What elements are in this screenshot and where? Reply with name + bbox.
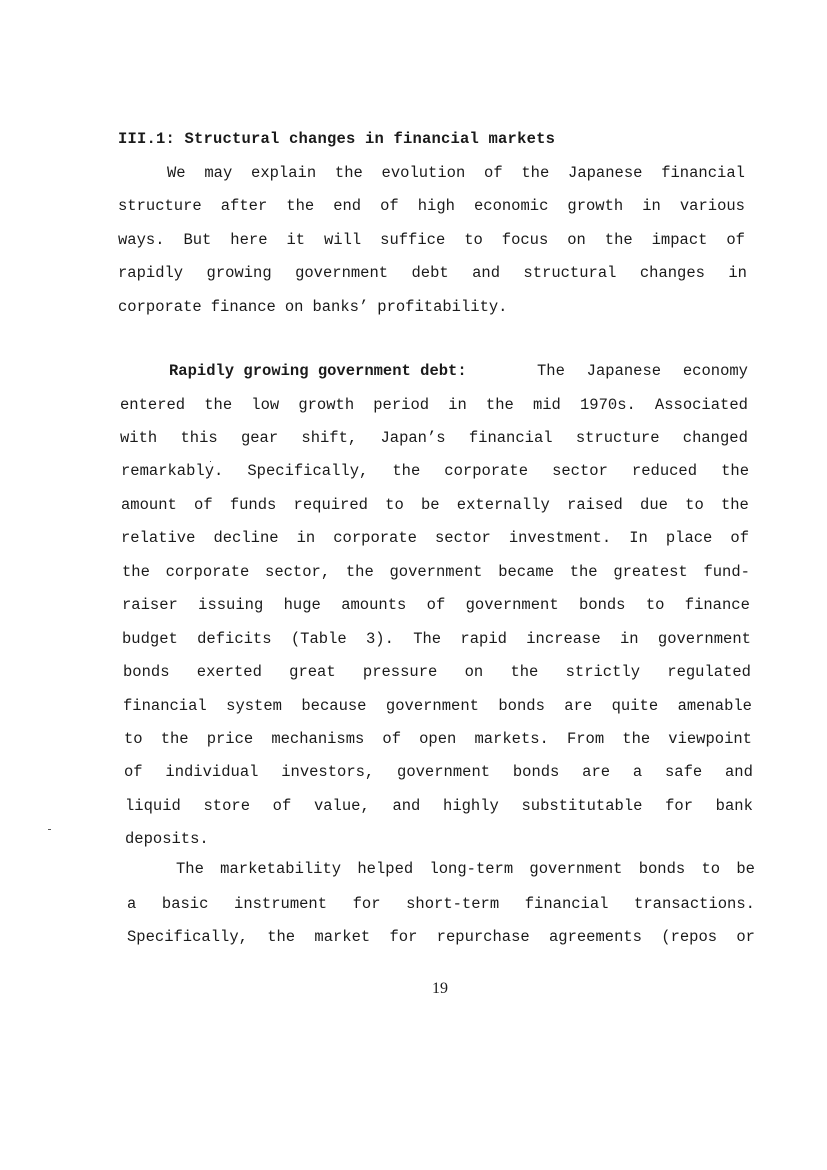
word: ways. <box>118 231 165 249</box>
word: the <box>286 197 315 215</box>
paragraph-line <box>176 860 755 878</box>
word: structure <box>118 197 202 215</box>
word: and <box>724 763 753 781</box>
word: of <box>726 231 745 249</box>
word: Specifically, <box>247 462 369 480</box>
word: and <box>392 797 421 815</box>
word: entered <box>120 396 186 414</box>
word: economy <box>682 362 748 380</box>
word: impact <box>651 231 708 249</box>
paragraph-line <box>120 429 748 447</box>
word: it <box>286 231 306 249</box>
word: of <box>484 164 503 182</box>
word: corporate <box>444 462 529 480</box>
word: huge <box>283 596 321 614</box>
word: pressure <box>362 663 438 681</box>
word: open <box>419 730 457 748</box>
word: liquid <box>125 797 181 815</box>
word: government <box>385 697 479 715</box>
word: mid <box>532 396 561 414</box>
word: Associated <box>654 396 748 414</box>
word: funds <box>229 496 277 514</box>
word: quite <box>611 697 659 715</box>
word: government <box>295 264 389 282</box>
word: corporate <box>118 298 202 316</box>
word: high <box>417 197 455 215</box>
word: relative <box>121 529 196 547</box>
word: markets. <box>474 730 549 748</box>
word: price <box>206 730 254 748</box>
word: the <box>721 462 749 480</box>
word: government <box>465 596 559 614</box>
word: of <box>194 496 213 514</box>
word: for <box>389 928 418 946</box>
word: The <box>176 860 204 878</box>
word: became <box>498 563 554 581</box>
word: on <box>567 231 586 249</box>
word: the <box>604 231 633 249</box>
section-heading: III.1: Structural changes in financial markets <box>118 130 556 148</box>
word: bonds <box>638 860 686 878</box>
word: issuing <box>198 596 264 614</box>
word: of <box>730 529 749 547</box>
word: focus <box>501 231 549 249</box>
word: helped <box>357 860 414 878</box>
paragraph-line <box>118 231 745 249</box>
word: Japanese <box>586 362 662 380</box>
word: after <box>220 197 268 215</box>
word: the <box>622 730 651 748</box>
word: on <box>464 663 484 681</box>
word: to <box>685 496 704 514</box>
scan-speck <box>48 829 51 830</box>
word: long-term <box>429 860 514 878</box>
word: bonds <box>578 596 626 614</box>
word: The <box>537 362 565 380</box>
word: transactions. <box>634 895 755 913</box>
word: From <box>566 730 605 748</box>
word: of <box>272 797 292 815</box>
word: 1970s. <box>579 396 636 414</box>
word: instrument <box>234 895 328 913</box>
word: substitutable <box>521 797 643 815</box>
word: in <box>296 529 316 547</box>
paragraph-line <box>121 529 749 547</box>
word: regulated <box>667 663 751 681</box>
word: (repos <box>661 928 718 946</box>
word: the <box>521 164 550 182</box>
word: in <box>728 264 747 282</box>
word: to <box>385 496 404 514</box>
word: may <box>204 164 233 182</box>
paragraph-line <box>121 496 749 514</box>
word: corporate <box>333 529 417 547</box>
word: for <box>665 797 693 815</box>
word: reduced <box>631 462 698 480</box>
word: store <box>203 797 250 815</box>
word: the <box>122 563 150 581</box>
word: changes <box>639 264 705 282</box>
word: amounts <box>341 596 407 614</box>
paragraph-line <box>118 197 745 215</box>
word: are <box>564 697 593 715</box>
word: period <box>373 396 430 414</box>
word: structural <box>523 264 617 282</box>
word: repurchase <box>436 928 530 946</box>
word: Japanese <box>568 164 643 182</box>
word: bonds <box>498 697 545 715</box>
word: individual <box>165 763 259 781</box>
paragraph-line <box>167 164 745 182</box>
word: short-term <box>406 895 500 913</box>
word: mechanisms <box>271 730 365 748</box>
word: a <box>127 895 137 913</box>
paragraph-line <box>122 596 750 614</box>
word: changed <box>682 429 748 447</box>
word: low <box>251 396 280 414</box>
paragraph-line <box>125 830 218 848</box>
word: growing <box>206 264 272 282</box>
word: In <box>629 529 648 547</box>
word: financial <box>524 895 609 913</box>
word: amount <box>121 496 177 514</box>
word: the <box>720 496 749 514</box>
word: investment. <box>508 529 612 547</box>
word: to <box>701 860 721 878</box>
paragraph-line <box>124 730 752 748</box>
word: finance <box>210 298 276 316</box>
word: growth <box>567 197 624 215</box>
word: We <box>167 164 186 182</box>
word: rapid <box>460 630 507 648</box>
word: government <box>657 630 751 648</box>
word: agreements <box>548 928 642 946</box>
page-number: 19 <box>432 980 448 997</box>
word: strictly <box>565 663 641 681</box>
word: market <box>314 928 371 946</box>
word: bonds <box>512 763 560 781</box>
word: government <box>389 563 483 581</box>
word: amenable <box>677 697 752 715</box>
paragraph-line <box>118 298 517 316</box>
word: Specifically, <box>127 928 248 946</box>
word: externally <box>456 496 550 514</box>
word: will <box>324 231 362 249</box>
word: The <box>413 630 442 648</box>
word: corporate <box>165 563 250 581</box>
word: are <box>582 763 611 781</box>
word: evolution <box>381 164 466 182</box>
word: system <box>226 697 282 715</box>
word: and <box>472 264 501 282</box>
word: financial <box>468 429 553 447</box>
word: with <box>120 429 158 447</box>
word: the <box>160 730 189 748</box>
paragraph-line <box>127 928 755 946</box>
word: here <box>230 231 268 249</box>
word: be <box>736 860 755 878</box>
word: in <box>448 396 467 414</box>
paragraph-line <box>123 663 751 681</box>
word: the <box>334 164 363 182</box>
word: bank <box>715 797 753 815</box>
word: great <box>289 663 336 681</box>
word: profitability. <box>377 298 508 316</box>
word: the <box>345 563 374 581</box>
word: government <box>529 860 623 878</box>
word: financial <box>123 697 207 715</box>
word: on <box>284 298 304 316</box>
word: the <box>510 663 539 681</box>
word: this <box>180 429 218 447</box>
word: shift, <box>301 429 358 447</box>
word: economic <box>473 197 549 215</box>
word: place <box>665 529 713 547</box>
word: budget <box>122 630 178 648</box>
word: greatest <box>613 563 688 581</box>
word: government <box>397 763 491 781</box>
word: safe <box>664 763 703 781</box>
paragraph-line <box>125 797 753 815</box>
run-in-heading: Rapidly growing government debt: <box>169 362 467 380</box>
word: deficits <box>197 630 272 648</box>
scan-speck <box>210 461 211 462</box>
word: bonds <box>123 663 170 681</box>
paragraph-line <box>120 396 748 414</box>
word: because <box>301 697 367 715</box>
paragraph-line <box>122 630 751 648</box>
word: sector <box>552 462 608 480</box>
word: be <box>420 496 440 514</box>
word: in <box>619 630 639 648</box>
word: various <box>679 197 745 215</box>
word: basic <box>161 895 209 913</box>
word: to <box>124 730 143 748</box>
word: viewpoint <box>668 730 752 748</box>
word: exerted <box>196 663 262 681</box>
word: a <box>632 763 643 781</box>
word: 3). <box>365 630 394 648</box>
word: (Table <box>290 630 347 648</box>
word: to <box>645 596 665 614</box>
word: finance <box>684 596 750 614</box>
word: banks’ <box>312 298 369 316</box>
word: structure <box>575 429 660 447</box>
word: the <box>485 396 514 414</box>
word: sector <box>435 529 491 547</box>
word: the <box>569 563 598 581</box>
paragraph-line <box>123 697 752 715</box>
word: due <box>640 496 668 514</box>
word: required <box>293 496 368 514</box>
word: the <box>204 396 233 414</box>
word: end <box>333 197 362 215</box>
paragraph-line <box>127 895 755 913</box>
word: remarkably. <box>121 462 224 480</box>
word: Japan’s <box>380 429 446 447</box>
word: sector, <box>265 563 331 581</box>
word: of <box>380 197 399 215</box>
word: growth <box>298 396 355 414</box>
word: marketability <box>220 860 342 878</box>
word: explain <box>251 164 317 182</box>
word: fund- <box>703 563 750 581</box>
word: debt <box>411 264 449 282</box>
word: But <box>183 231 212 249</box>
word: to <box>464 231 483 249</box>
word: value, <box>313 797 370 815</box>
word: of <box>382 730 402 748</box>
word: highly <box>443 797 499 815</box>
paragraph-line <box>122 563 750 581</box>
paragraph-line <box>121 462 749 480</box>
word: rapidly <box>118 264 184 282</box>
paragraph-line <box>118 264 747 282</box>
word: suffice <box>380 231 446 249</box>
word: of <box>426 596 446 614</box>
word: decline <box>213 529 279 547</box>
word: deposits. <box>125 830 209 848</box>
word: the <box>392 462 421 480</box>
word: increase <box>526 630 601 648</box>
word: the <box>267 928 296 946</box>
word: investors, <box>281 763 375 781</box>
paragraph-line <box>124 763 753 781</box>
word: for <box>352 895 381 913</box>
word: or <box>736 928 755 946</box>
word: gear <box>240 429 279 447</box>
word: financial <box>661 164 745 182</box>
word: in <box>642 197 661 215</box>
word: of <box>124 763 143 781</box>
paragraph-line <box>537 362 748 380</box>
word: raised <box>567 496 623 514</box>
word: raiser <box>122 596 178 614</box>
